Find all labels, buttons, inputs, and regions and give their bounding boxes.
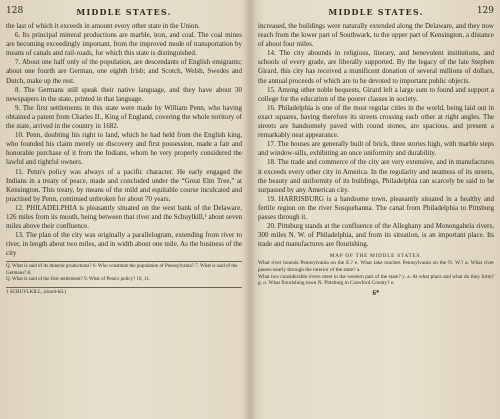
paragraph: 7. About one half only of the population, are descendants of English emigrants; about one fourth are German, one eighth Irish; and Scotch, Welsh, Swedes and Dutch, make up the rest. <box>6 58 242 85</box>
paragraph: 12. PHILADELPHIA is pleasantly situated on the west bank of the Delaware, 126 miles from its mouth, being between that river and the Schuylkill,¹ about seven miles above their confluence. <box>6 203 242 231</box>
map-question-line: What two considerable rivers meet in the western part of the state? y. a. At what place and what do they form? g. o. What flourishing town N. Pittsburg in Crawford County? e. <box>258 273 494 287</box>
right-body-text <box>258 22 494 249</box>
paragraph: 19. HARRISBURG is a handsome town, pleasantly situated in a healthy and fertile region on the river Susquehanna. The canal from Philadelphia to Pittsburg passes through it. <box>258 194 494 221</box>
map-question-line: What river bounds Pennsylvania on the E.? e. What lake touches Pennsylvania on the N. W.? a. What river passes nearly through the interior of the state? a. <box>258 260 494 273</box>
signature-mark: 6* <box>372 288 380 297</box>
paragraph: 11. Penn's policy was always of a pacific character. He early engaged the Indians in a treaty of peace, made and concluded under the “Great Elm Tree,” at Kensington. This treaty, by means of the mild and equitable course inculcated and practised by Penn, continued unbroken for about 70 years. <box>6 167 242 203</box>
question-line: Q. What is said of its mineral productions? 6. Who constitute the population of Pennsylvania? 7. What is said of the Germans? 8. <box>6 264 238 276</box>
study-questions <box>6 261 242 283</box>
left-body-text <box>6 22 242 258</box>
paragraph: 14. The city abounds in religious, literary, and benevolent institutions, and schools of every grade, are liberally supported. By the legacy of the late Stephen Girard, this city has received a munificent donation of several millions of dollars, the annual proceeds of which are to be devoted to important public objects. <box>258 49 494 85</box>
paragraph: 8. The Germans still speak their native language, and they have about 30 newspapers in the state, printed in that language. <box>6 85 242 103</box>
paragraph: 13. The plan of the city was originally a parallelogram, extending from river to river, in length about two miles, and in width about one mile. As the business of the city <box>6 231 242 258</box>
running-head-title: MIDDLE STATES. <box>328 7 424 17</box>
paragraph: 16. Philadelphia is one of the most regular cities in the world, being laid out in exact squares, having therefore its streets crossing each other at right angles. The streets are handsomely paved with round stones, are spacious, and present a remarkably neat appearance. <box>258 103 494 140</box>
page-number: 128 <box>6 6 24 16</box>
book-gutter <box>244 0 256 419</box>
left-page <box>6 6 242 416</box>
paragraph: the last of which it exceeds in amount every other state in the Union. <box>6 22 200 30</box>
page-number: 129 <box>476 6 494 16</box>
paragraph: 10. Penn, doubting his right to land, which he had held from the English king, who founded his claim merely on discovery and first possession, made a fair and honorable purchase of it from the Indians, whom he very properly considered the lawful and rightful owners. <box>6 131 242 167</box>
paragraph: 20. Pittsburg stands at the confluence of the Alleghany and Monongahela rivers, 300 miles N. W. of Philadelphia, and from its situation, is an important place. Its trade and manufactures are flourishing. <box>258 222 494 249</box>
map-questions-block <box>258 253 494 286</box>
paragraph: 18. The trade and commerce of the city are very extensive, and in manufactures it exceeds every other city in America. In the regularity and neatness of its streets, the beauty and uniformity of its buildings, Philadelphia can scarcely be said to be surpassed by any American city. <box>258 158 494 194</box>
paragraph: increased, the buildings were naturally extended along the Delaware, and they now reach from the lower part of Southwark, to the upper part of Kensington, a distance of about four miles. <box>258 22 494 49</box>
paragraph: 9. The first settlements in this state were made by William Penn, who having obtained a patent from Charles II., King of England, covering the whole territory of the state, arrived in the country in 1682. <box>6 103 242 131</box>
paragraph: 15. Among other noble bequests, Girard left a large sum to found and support a college for the education of the poorer classes in society. <box>258 85 494 103</box>
right-running-head <box>258 6 494 18</box>
left-running-head <box>6 6 242 18</box>
question-line: Q. What is said of the first settlement? 9. What of Penn's policy? 10, 11. <box>6 277 151 283</box>
paragraph: 17. The houses are generally built of brick, three stories high, with marble steps and window-sills, exhibiting an once uniformity and durability. <box>258 140 494 158</box>
map-section-title: MAP OF THE MIDDLE STATES. <box>329 253 423 260</box>
footnote: 1 SCHUYLKILL, (skool-kil.) <box>6 287 242 296</box>
running-head-title: MIDDLE STATES. <box>76 7 172 17</box>
right-page <box>258 6 494 416</box>
paragraph: 6. Its principal mineral productions are marble, iron, and coal. The coal mines are becoming exceedingly important, from the improved mode of transportation by means of canals and rail-roads, for which this state is distinguished. <box>6 31 242 58</box>
